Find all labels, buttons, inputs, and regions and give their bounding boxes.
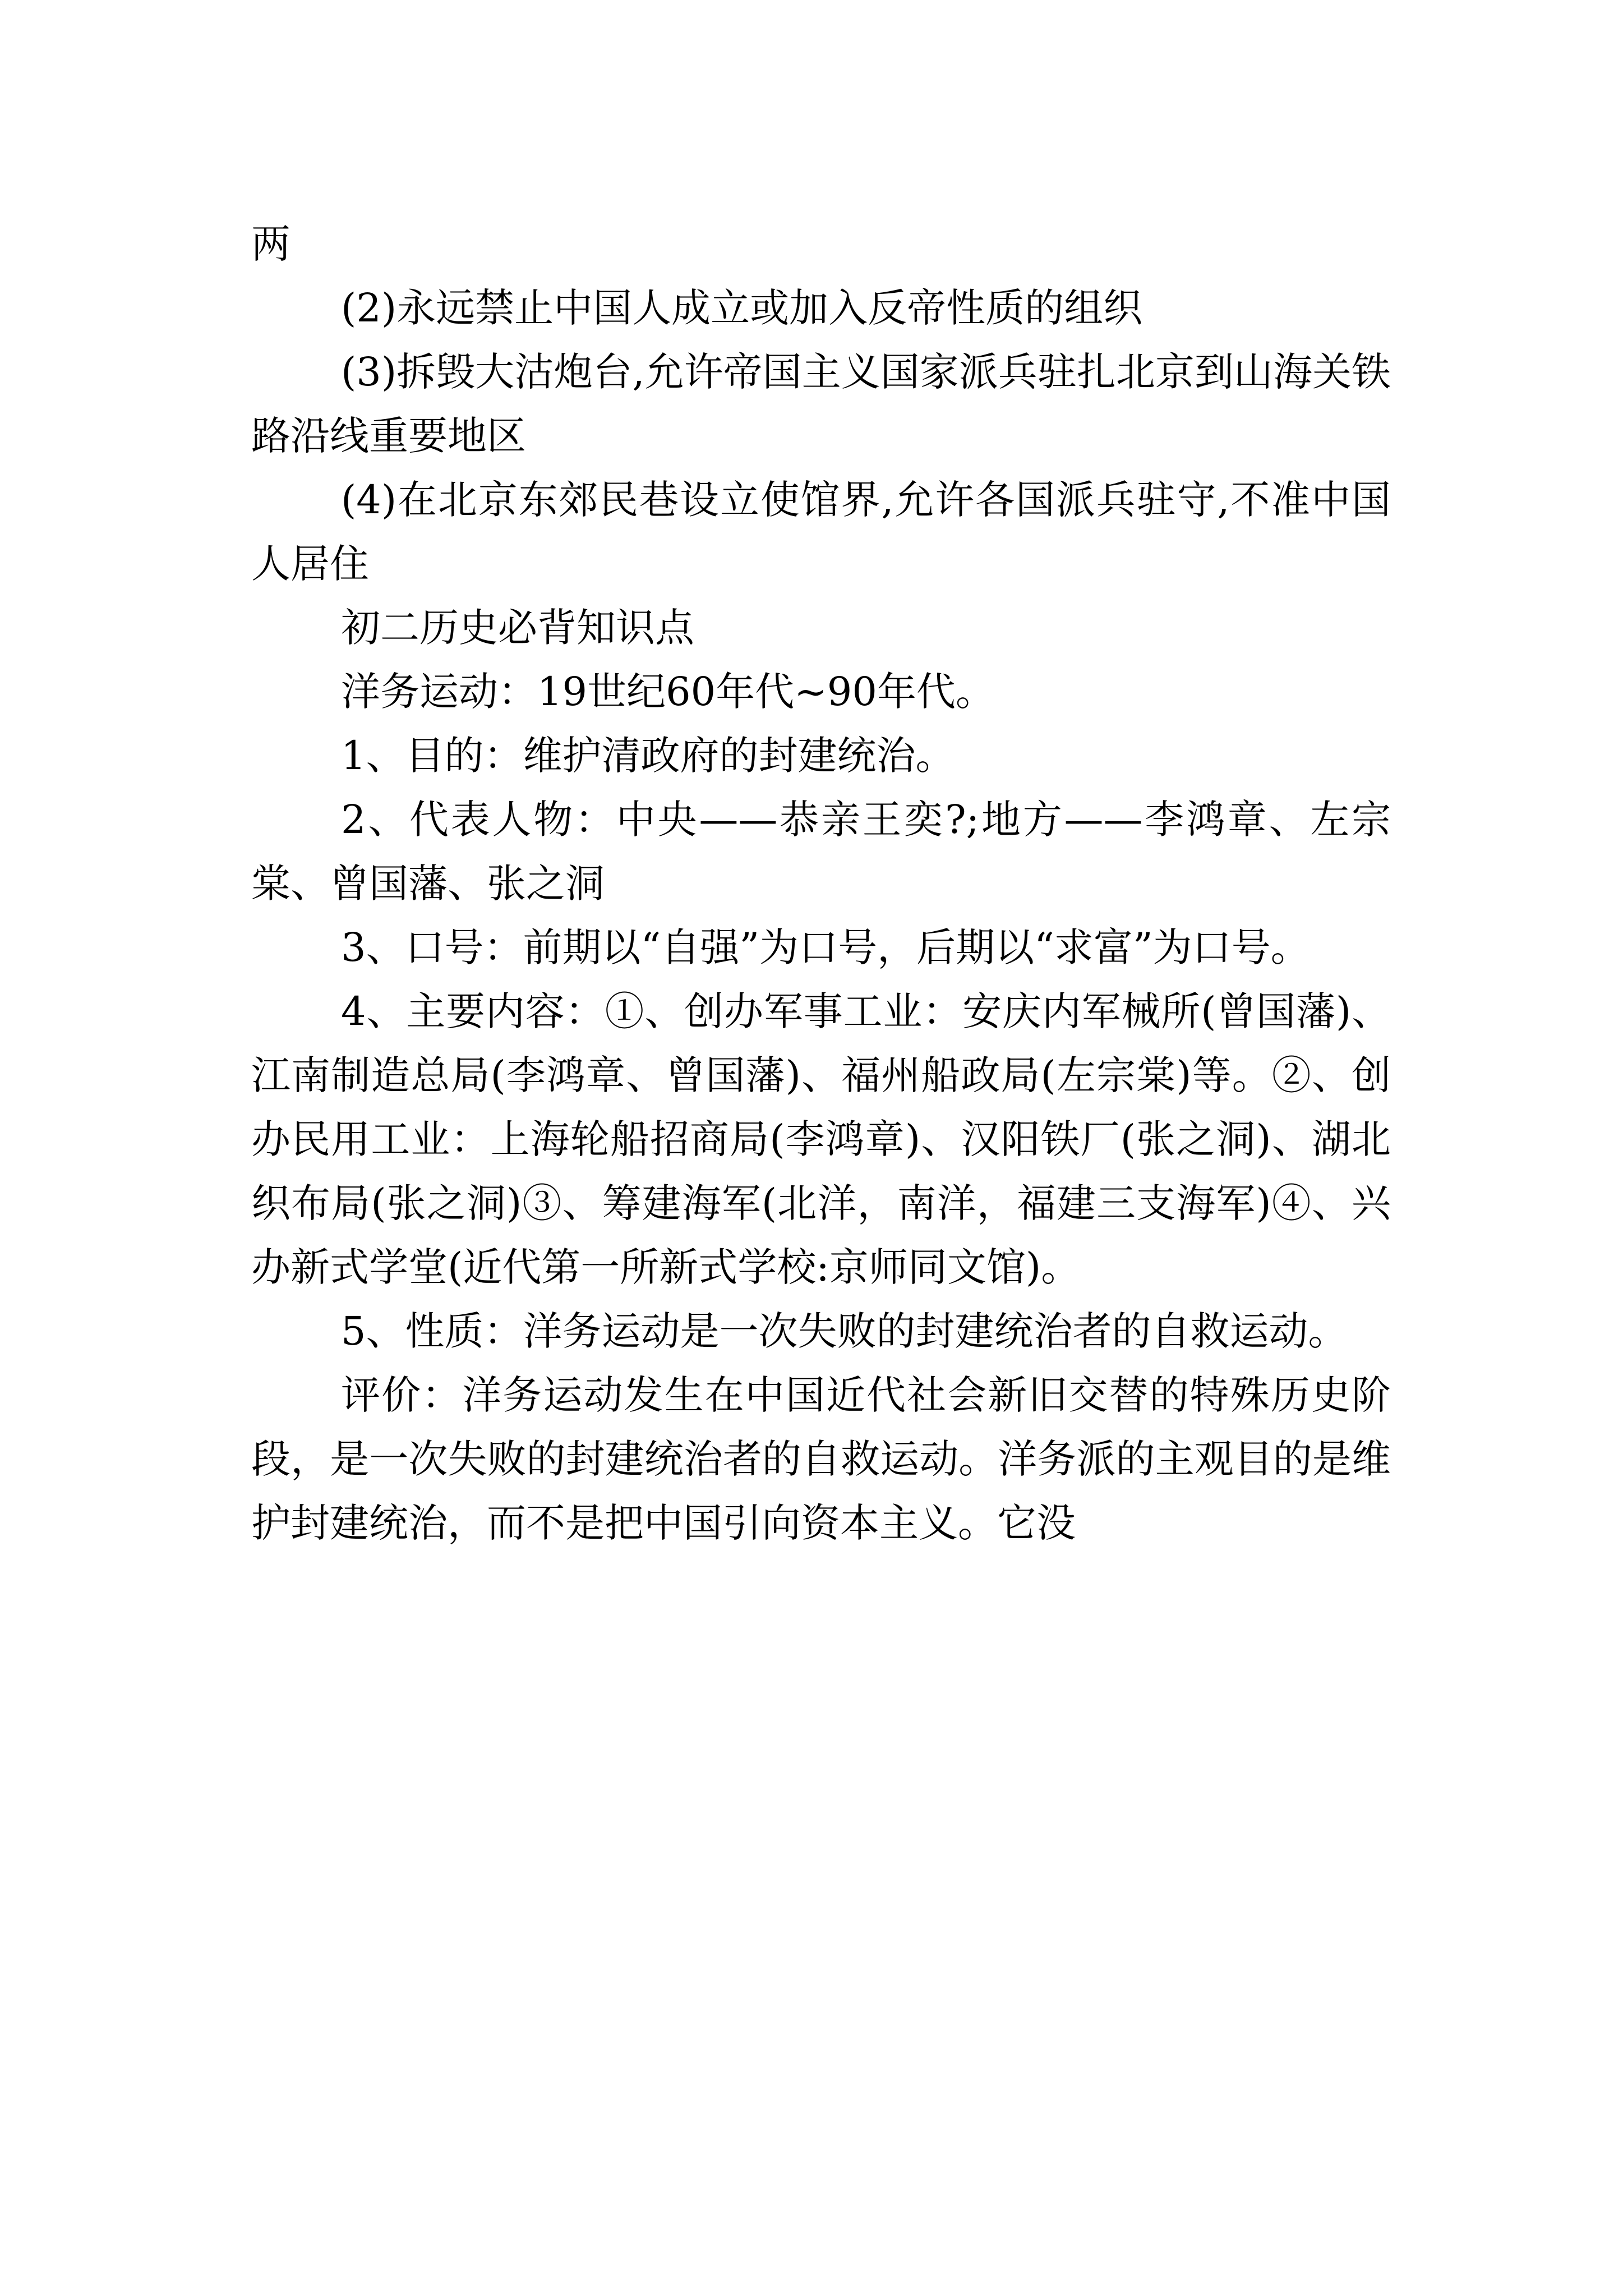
paragraph-westernization-movement: 洋务运动：19世纪60年代~90年代。 xyxy=(341,669,995,715)
paragraph-main-content: 4、主要内容：①、创办军事工业：安庆内军械所(曾国藩)、江南制造总局(李鸿章、曾国藩)、福州船政局(左宗棠)等。②、创办民用工业：上海轮船招商局(李鸿章)、汉阳铁厂(张之洞)、湖北织布局(张之洞)③、筹建海军(北洋，南洋，福建三支海军)④、兴办新式学堂(近代第一所新式学校:京师同文馆)。 xyxy=(251,988,1391,1290)
section-heading: 初二历史必背知识点 xyxy=(341,605,694,651)
paragraph-continuation: 两 xyxy=(251,221,291,267)
paragraph-evaluation: 评价：洋务运动发生在中国近代社会新旧交替的特殊历史阶段，是一次失败的封建统治者的自救运动。洋务派的主观目的是维护封建统治，而不是把中国引向资本主义。它没 xyxy=(251,1372,1391,1546)
paragraph-nature: 5、性质：洋务运动是一次失败的封建统治者的自救运动。 xyxy=(341,1308,1348,1354)
paragraph-representatives: 2、代表人物：中央——恭亲王奕?;地方——李鸿章、左宗棠、曾国藩、张之洞 xyxy=(251,797,1391,907)
paragraph-slogan: 3、口号：前期以“自强”为口号，后期以“求富”为口号。 xyxy=(341,924,1310,970)
paragraph-treaty-item-4: (4)在北京东郊民巷设立使馆界,允许各国派兵驻守,不准中国人居住 xyxy=(251,477,1391,587)
paragraph-treaty-item-2: (2)永远禁止中国人成立或加入反帝性质的组织 xyxy=(341,285,1143,331)
body-text xyxy=(251,212,1391,1555)
paragraph-treaty-item-3: (3)拆毁大沽炮台,允许帝国主义国家派兵驻扎北京到山海关铁路沿线重要地区 xyxy=(251,349,1391,459)
paragraph-purpose: 1、目的：维护清政府的封建统治。 xyxy=(341,733,955,779)
